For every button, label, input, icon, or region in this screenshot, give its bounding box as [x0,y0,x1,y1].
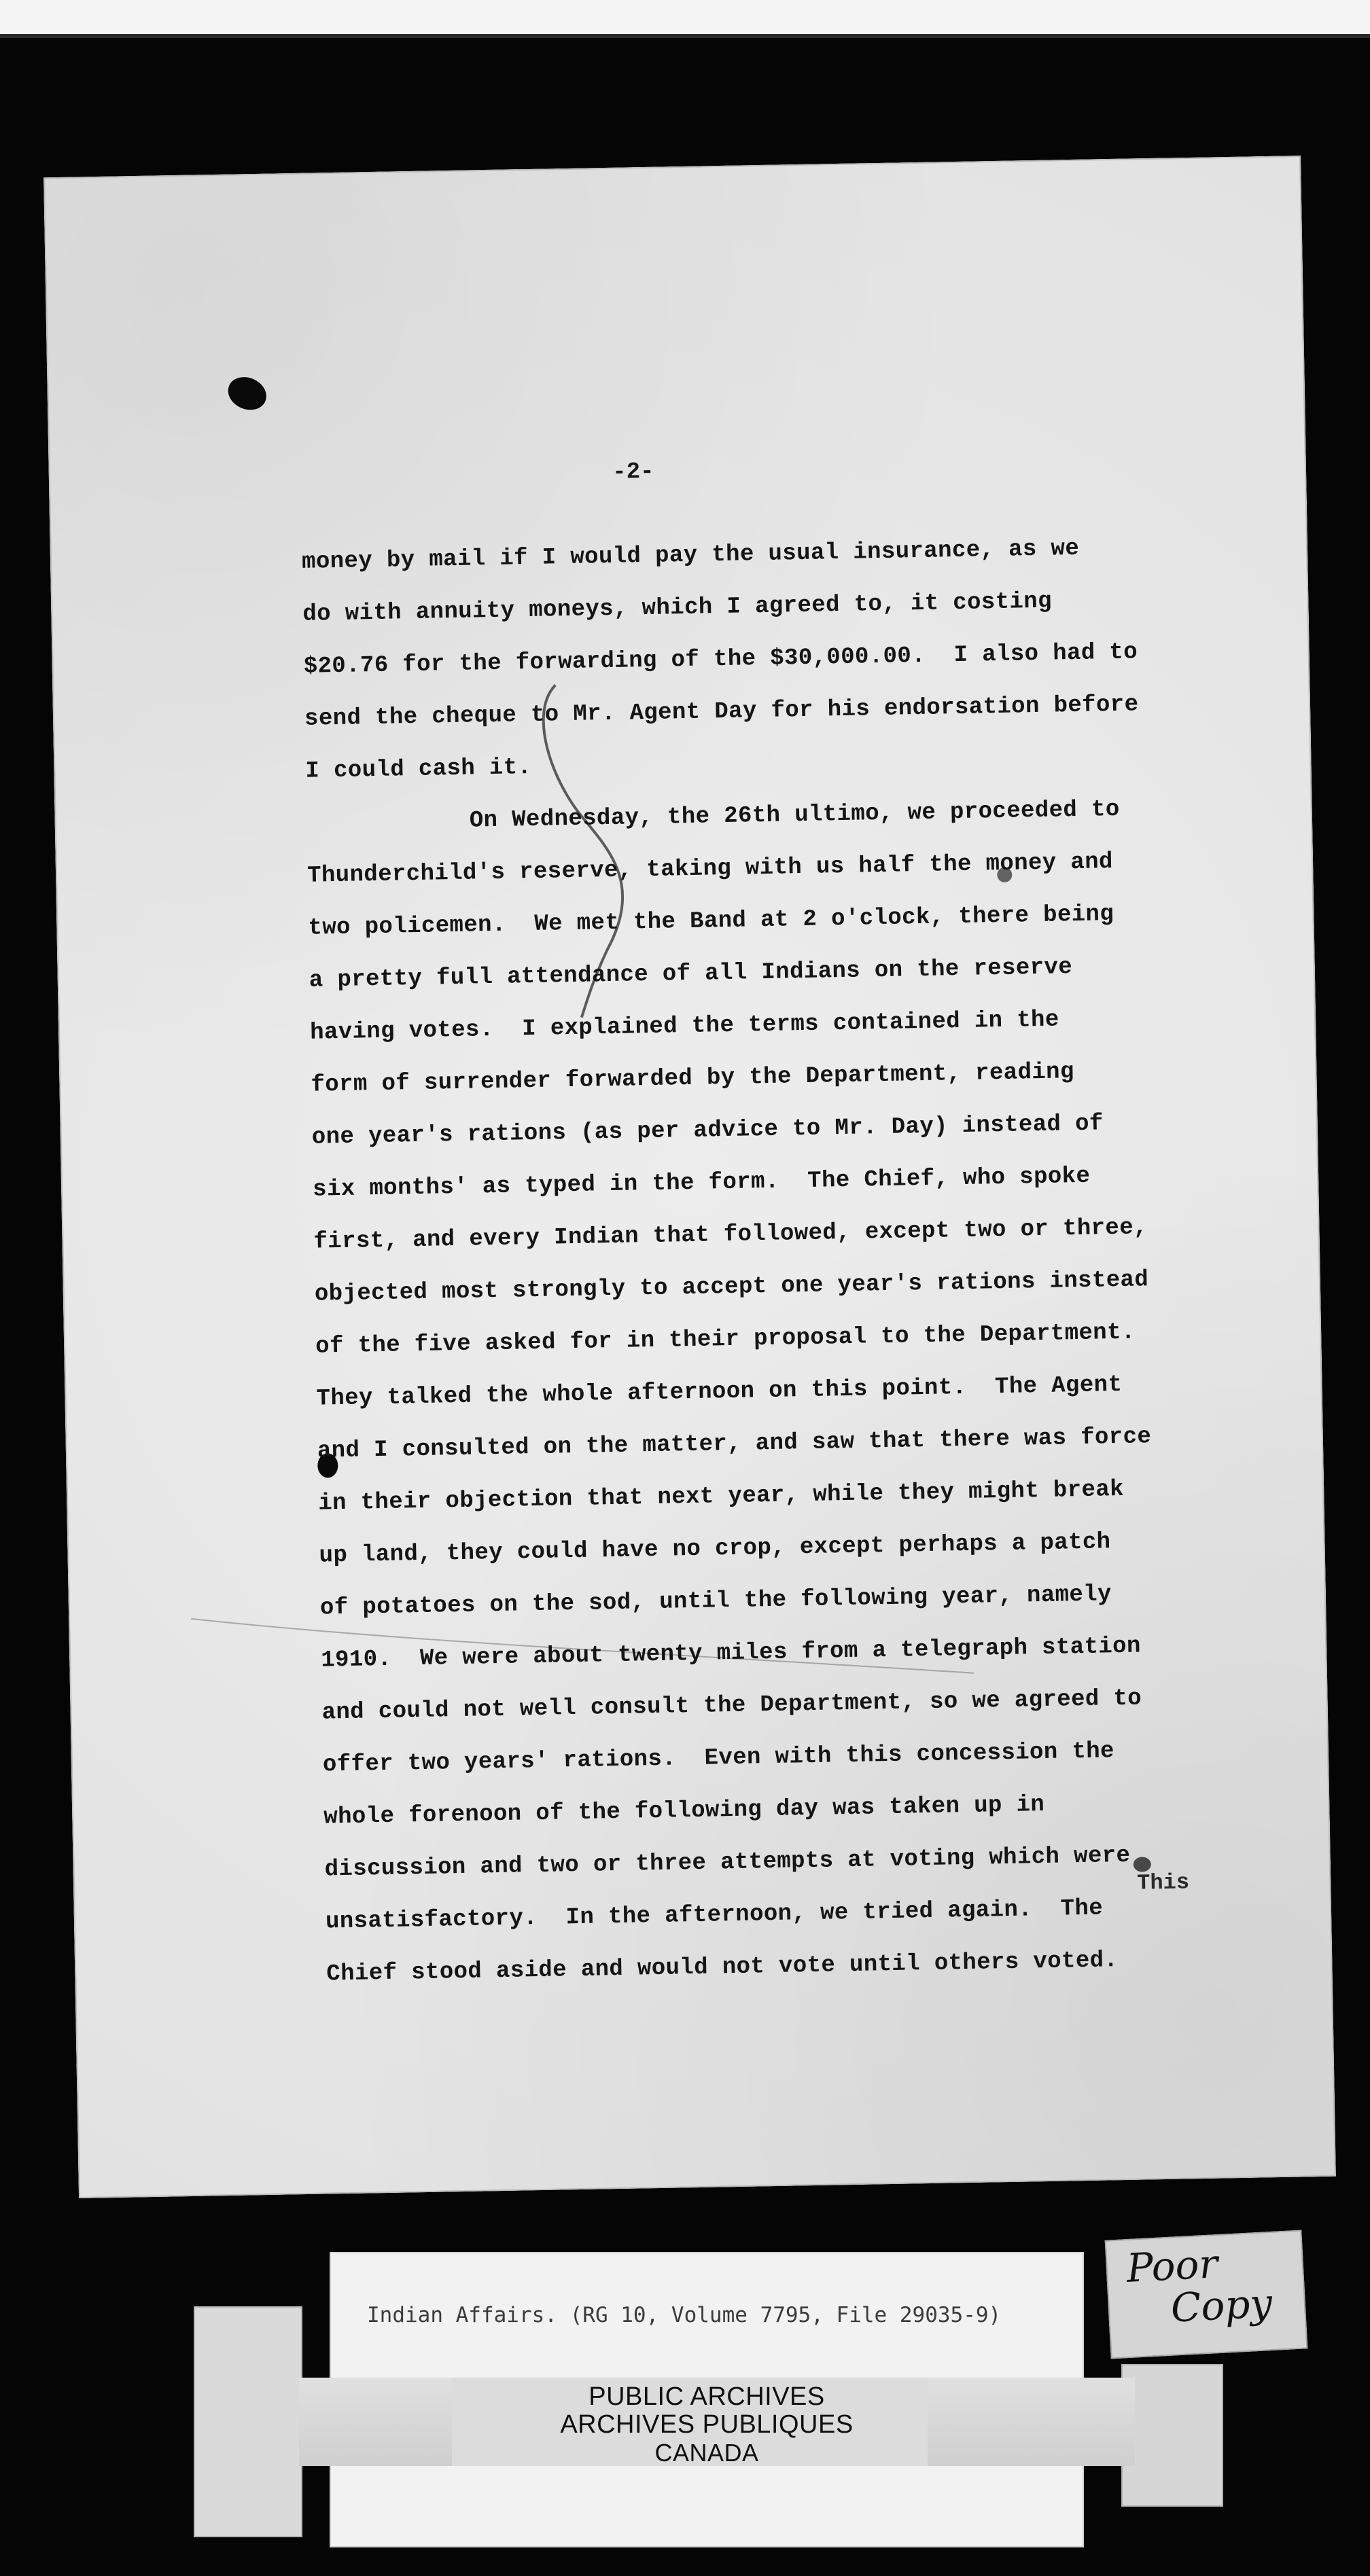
text-line: $20.76 for the forwarding of the $30,000.00. I also had to [303,639,1138,680]
text-line: send the cheque to Mr. Agent Day for his endorsation before [304,692,1139,732]
text-line: a pretty full attendance of all Indians on the reserve [309,954,1073,994]
text-line: first, and every Indian that followed, except two or three, [313,1215,1148,1255]
stamp-line: CANADA [654,2439,759,2467]
text-line: offer two years' rations. Even with this concession the [322,1738,1115,1778]
text-line: I could cash it. [305,754,532,785]
text-line: They talked the whole afternoon on this point. The Agent [316,1372,1123,1412]
text-line: money by mail if I would pay the usual insurance, as we [301,535,1080,575]
text-line: 1910. We were about twenty miles from a telegraph station [321,1633,1142,1674]
archives-stamp [516,2383,897,2467]
text-line: Thunderchild's reserve, taking with us half the money and [306,849,1114,889]
typewritten-page [43,156,1336,2198]
text-line: in their objection that next year, while they might break [317,1476,1125,1517]
handwritten-note [1125,2238,1299,2331]
text-line: of the five asked for in their proposal to the Department. [315,1319,1136,1360]
text-line: one year's rations (as per advice to Mr. Day) instead of [311,1111,1104,1151]
text-line: form of surrender forwarded by the Department, reading [311,1059,1075,1098]
handwritten-note-card [1105,2230,1308,2359]
text-line: two policemen. We met the Band at 2 o'clock, there being [308,901,1114,942]
text-line: of potatoes on the sod, until the following year, namely [319,1581,1112,1622]
text-line: whole forenoon of the following day was taken up in [323,1792,1045,1831]
text-line: objected most strongly to accept one year's rations instead [314,1267,1149,1308]
text-line: six months' as typed in the form. The Chief, who spoke [312,1163,1091,1203]
tape-strip-right [1121,2364,1223,2507]
text-line: On Wednesday, the 26th ultimo, we proceeded to [469,796,1120,834]
text-line: up land, they could have no crop, except perhaps a patch [319,1529,1111,1569]
note-line: Poor [1125,2240,1219,2292]
text-line: do with annuity moneys, which I agreed to, it costing [302,588,1053,628]
text-line: unsatisfactory. In the afternoon, we tried again. The [325,1895,1104,1935]
text-line: and could not well consult the Department, so we agreed to [321,1685,1142,1726]
stamp-line: PUBLIC ARCHIVES [589,2382,825,2411]
text-line: and I consulted on the matter, and saw that there was force [317,1424,1152,1465]
tape-strip-left [194,2306,302,2537]
catchword: This [1136,1870,1190,1896]
archive-reference: Indian Affairs. (RG 10, Volume 7795, File 29035-9) [367,2303,1002,2327]
letter-body [301,520,1278,2001]
text-line: Chief stood aside and would not vote until others voted. [326,1948,1119,1988]
stamp-line: ARCHIVES PUBLIQUES [560,2410,854,2439]
page-number: -2- [612,459,654,486]
text-line: discussion and two or three attempts at voting which were [324,1842,1131,1883]
top-border-strip [0,0,1370,35]
text-line: having votes. I explained the terms contained in the [309,1007,1059,1046]
note-line: Copy [1170,2279,1274,2331]
